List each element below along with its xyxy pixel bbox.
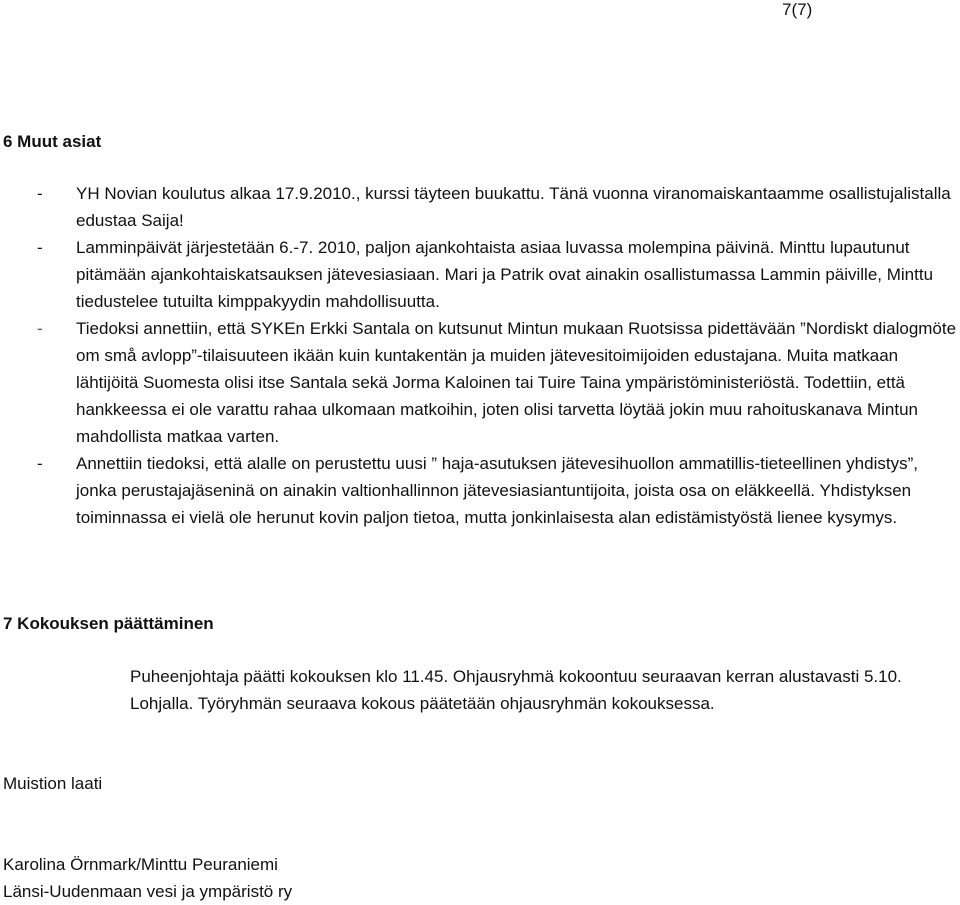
- signature-block: [3, 851, 292, 905]
- signature-organization: Länsi-Uudenmaan vesi ja ympäristö ry: [3, 882, 293, 901]
- bullet-dash: -: [37, 454, 43, 473]
- bullet-dash: -: [37, 184, 43, 203]
- page-number: 7(7): [782, 0, 813, 19]
- section-6-list: [0, 180, 960, 531]
- section-7-heading: 7 Kokouksen päättäminen: [3, 614, 214, 633]
- list-item-text: Lamminpäivät järjestetään 6.-7. 2010, paljon ajankohtaista asiaa luvassa molempina päivinä. Minttu lupautunut pitämään ajankohtaiskatsauksen jätevesiasiaan. Mari ja Patrik ovat ainakin osallistumassa Lammin päiville, Minttu tiedustelee tutuilta kimppakyydin mahdollisuutta.: [76, 238, 934, 311]
- section-6-heading: 6 Muut asiat: [3, 132, 102, 151]
- list-item-text: Tiedoksi annettiin, että SYKEn Erkki Santala on kutsunut Mintun mukaan Ruotsissa pidettävään ”Nordiskt dialogmöte om små avlopp”-tilaisuuteen ikään kuin kuntakentän ja muiden jätevesitoimijoiden edustajana. Muita matkaan lähtijöitä Suomesta olisi itse Santala sekä Jorma Kaloinen tai Tuire Taina ympäristöministeriöstä. Todettiin, että hankkeessa ei ole varattu rahaa ulkomaan matkoihin, joten olisi tarvetta löytää jokin muu rahoituskanava Mintun mahdollista matkaa varten.: [76, 319, 957, 446]
- list-item-text: YH Novian koulutus alkaa 17.9.2010., kurssi täyteen buukattu. Tänä vuonna viranomaiskantaamme osallistujalistalla edustaa Saija!: [76, 184, 951, 230]
- list-item: [0, 234, 960, 315]
- bullet-dash: -: [37, 238, 43, 257]
- signature-names: Karolina Örnmark/Minttu Peuraniemi: [3, 855, 278, 874]
- list-item-text: Annettiin tiedoksi, että alalle on perustettu uusi ” haja-asutuksen jätevesihuollon ammatillis-tieteellinen yhdistys”, jonka perustajajäseninä on ainakin valtionhallinnon jätevesiasiantuntijoita, joista osa on eläkkeellä. Yhdistyksen toiminnassa ei vielä ole herunut kovin paljon tietoa, mutta jonkinlaisesta alan edistämistyöstä lienee kysymys.: [76, 454, 918, 527]
- list-item: [0, 180, 960, 234]
- bullet-dash: -: [37, 319, 43, 338]
- list-item: [0, 315, 960, 450]
- closing-paragraph: Puheenjohtaja päätti kokouksen klo 11.45. Ohjausryhmä kokoontuu seuraavan kerran alustavasti 5.10. Lohjalla. Työryhmän seuraava kokous päätetään ohjausryhmän kokouksessa.: [130, 667, 902, 713]
- list-item: [0, 450, 960, 531]
- author-label: Muistion laati: [3, 774, 103, 793]
